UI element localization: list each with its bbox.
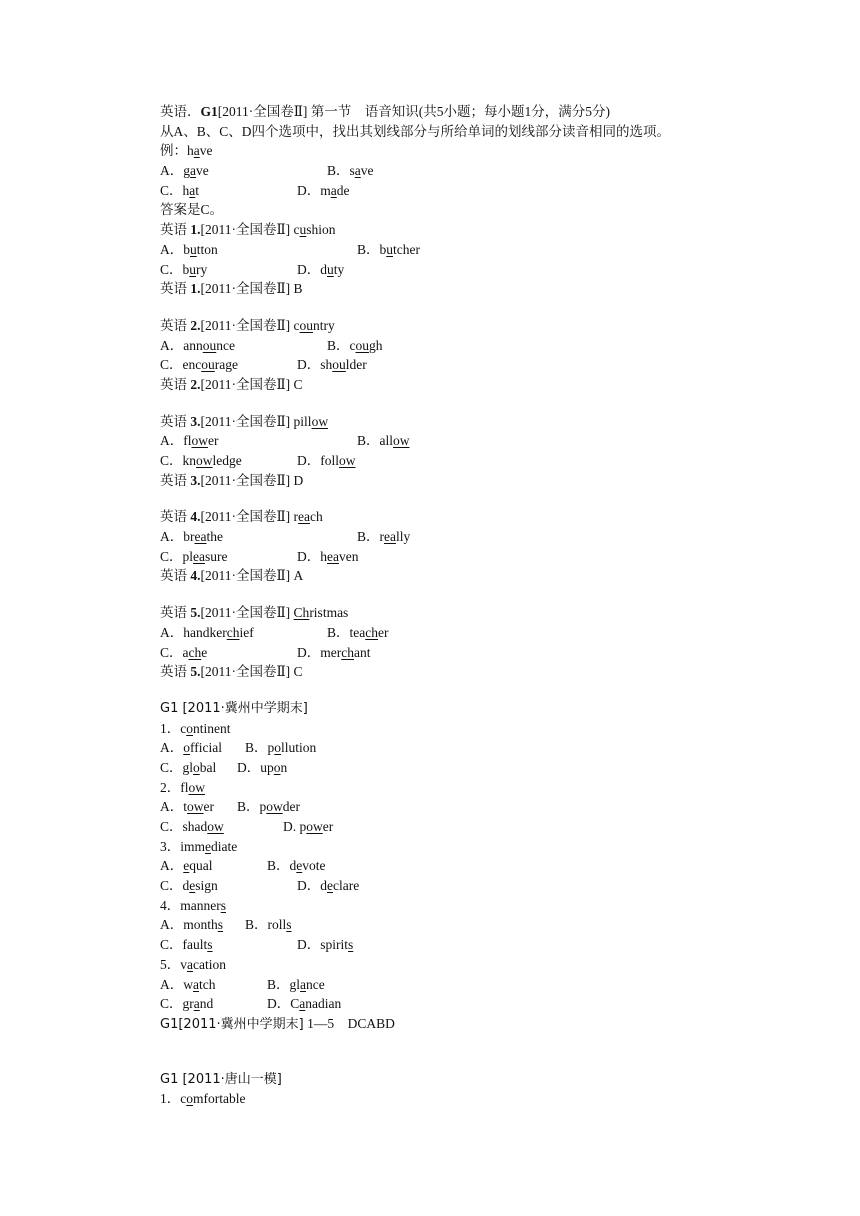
example-option-c: C．hat: [160, 182, 200, 198]
option-c: C．ache: [160, 644, 208, 660]
options-cd: [160, 260, 800, 280]
option-a: A．months: [160, 917, 224, 933]
options-ab: [160, 431, 800, 451]
question-answer: 英语 5.[2011·全国卷Ⅱ] C: [160, 664, 303, 680]
options-cd: [160, 817, 800, 837]
header-prefix: 英语．: [160, 104, 201, 119]
option-b: B．cough: [327, 337, 383, 353]
header-section: 第一节 语音知识(共5小题；每小题1分，满分5分): [307, 104, 611, 119]
spacer: [160, 1034, 800, 1070]
option-d: D．Canadian: [267, 996, 342, 1012]
option-b: B．allow: [357, 433, 410, 449]
spacer: [160, 490, 800, 507]
item-word-line: 3．immediate: [160, 838, 238, 854]
example-answer: 答案是C。: [160, 202, 224, 218]
option-a: A．handkerchief: [160, 624, 254, 640]
question-word: reach: [293, 509, 323, 525]
option-d: D. power: [283, 819, 334, 834]
question-list: [160, 220, 800, 682]
header-line: [160, 102, 800, 122]
option-b: B．really: [357, 529, 411, 545]
question-word: Christmas: [293, 605, 349, 621]
question-answer: 英语 1.[2011·全国卷Ⅱ] B: [160, 281, 303, 297]
example-options-ab: [160, 161, 800, 181]
option-b: B．teacher: [327, 624, 389, 640]
question-answer: 英语 3.[2011·全国卷Ⅱ] D: [160, 472, 304, 488]
option-a: A．announce: [160, 337, 235, 353]
options-ab: [160, 738, 800, 758]
item-word-line: 1．comfortable: [160, 1091, 246, 1107]
spacer: [160, 299, 800, 316]
question-line: 英语 4.[2011·全国卷Ⅱ] reach: [160, 509, 323, 525]
options-ab: [160, 527, 800, 547]
option-b: B．devote: [267, 858, 326, 874]
option-c: C．faults: [160, 937, 213, 953]
option-b: B．glance: [267, 976, 325, 992]
section-tangshan: [160, 1070, 800, 1109]
item-word: vacation: [180, 956, 226, 972]
option-b: B．rolls: [245, 917, 292, 933]
header-code: G1: [200, 104, 218, 119]
option-c: C．encourage: [160, 357, 238, 373]
options-cd: [160, 643, 800, 663]
question-word: country: [293, 317, 335, 333]
item-word: flow: [180, 779, 205, 795]
option-b: B．powder: [237, 799, 301, 815]
item-word-line: 1．continent: [160, 720, 231, 736]
option-b: B．butcher: [357, 241, 420, 257]
option-a: A．flower: [160, 433, 219, 449]
option-c: C．knowledge: [160, 453, 242, 468]
options-ab: [160, 623, 800, 643]
option-a: A．watch: [160, 976, 216, 992]
options-ab: [160, 856, 800, 876]
item-word: continent: [180, 720, 231, 736]
item-word-line: 4．manners: [160, 897, 226, 913]
option-d: D．declare: [297, 878, 360, 894]
example-options-cd: [160, 181, 800, 201]
option-d: D．shoulder: [297, 357, 367, 373]
spacer: [160, 682, 800, 699]
option-c: C．shadow: [160, 819, 224, 834]
section-answer: G1[2011·冀州中学期末] 1—5 DCABD: [160, 1015, 395, 1032]
question-line: 英语 3.[2011·全国卷Ⅱ] pillow: [160, 413, 329, 429]
section-header: G1 [2011·唐山一模]: [160, 1071, 282, 1087]
options-ab: [160, 336, 800, 356]
example-word-line: [160, 141, 800, 161]
document-page: [160, 102, 800, 1109]
option-d: D．heaven: [297, 548, 359, 564]
options-cd: [160, 355, 800, 375]
question-word: cushion: [293, 222, 336, 238]
question-word: pillow: [293, 413, 329, 429]
question-line: 英语 1.[2011·全国卷Ⅱ] cushion: [160, 222, 336, 238]
option-c: C．grand: [160, 996, 214, 1012]
option-c: C．global: [160, 759, 217, 775]
options-cd: [160, 935, 800, 955]
item-word-line: 5．vacation: [160, 956, 226, 972]
option-d: D．merchant: [297, 644, 371, 660]
option-a: A．official: [160, 740, 222, 756]
header-source: [2011·全国卷Ⅱ]: [217, 104, 308, 119]
question-answer: 英语 2.[2011·全国卷Ⅱ] C: [160, 376, 303, 392]
example-option-b: B．save: [327, 163, 374, 179]
question-line: 英语 2.[2011·全国卷Ⅱ] country: [160, 317, 335, 333]
option-d: D．follow: [297, 453, 356, 468]
option-a: A．button: [160, 241, 218, 257]
option-d: D．upon: [237, 759, 288, 775]
spacer: [160, 586, 800, 603]
item-word: comfortable: [180, 1091, 246, 1107]
option-a: A．tower: [160, 799, 214, 815]
example-word: have: [187, 143, 213, 159]
options-cd: [160, 876, 800, 896]
options-cd: [160, 994, 800, 1014]
options-cd: [160, 547, 800, 567]
example-label: 例：: [160, 143, 187, 159]
option-d: D．spirits: [297, 937, 354, 953]
spacer: [160, 395, 800, 412]
item-word-line: 2．flow: [160, 779, 205, 795]
question-line: 英语 5.[2011·全国卷Ⅱ] Christmas: [160, 605, 349, 621]
section-header: G1 [2011·冀州中学期末]: [160, 700, 308, 716]
option-a: A．equal: [160, 858, 213, 874]
question-answer: 英语 4.[2011·全国卷Ⅱ] A: [160, 568, 304, 584]
option-c: C．bury: [160, 261, 208, 277]
option-b: B．pollution: [245, 740, 317, 756]
item-word: manners: [180, 897, 226, 913]
options-ab: [160, 975, 800, 995]
example-option-a: A．gave: [160, 163, 209, 179]
item-word: immediate: [180, 838, 238, 854]
options-ab: [160, 915, 800, 935]
section-jizhou: [160, 699, 800, 1034]
example-option-d: D．made: [297, 182, 350, 198]
options-ab: [160, 240, 800, 260]
instruction: 从A、B、C、D四个选项中，找出其划线部分与所给单词的划线部分读音相同的选项。: [160, 123, 671, 139]
option-a: A．breathe: [160, 529, 223, 545]
options-ab: [160, 797, 800, 817]
options-cd: [160, 451, 800, 471]
option-c: C．design: [160, 878, 218, 894]
option-d: D．duty: [297, 261, 345, 277]
option-c: C．pleasure: [160, 548, 228, 564]
options-cd: [160, 758, 800, 778]
